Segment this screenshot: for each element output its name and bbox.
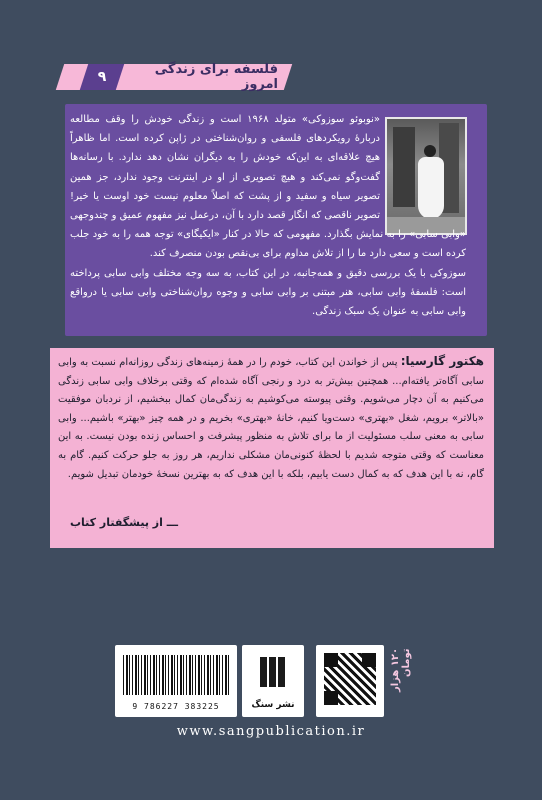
- publisher-website: www.sangpublication.ir: [176, 724, 366, 739]
- bio-paragraph-2: سوزوکی با یک بررسی دقیق و همه‌جانبه، در این کتاب، به سه وجه مختلف وابی سابی پرداخته است: فلسفهٔ وابی سابی، هنر مبتنی بر وابی سابی و وجوه روان‌شناختی وابی سابی یا درواقع وابی سابی به عنوان یک سبک زندگی.: [70, 267, 466, 318]
- quote-attribution: ـــ از پیشگفتار کتاب: [70, 516, 179, 529]
- qr-code: [316, 645, 384, 717]
- bio-paragraph-1: «نوبوئو سوزوکی» متولد ۱۹۶۸ است و زندگی خودش را وقف مطالعه دربارهٔ رویکردهای فلسفی و روان‌شناختی در ژاپن کرده است. اما ظاهراً هیچ علاقه‌ای به این‌که خودش را به دیگران نشان دهد ندارد. با رسانه‌ها گفت‌وگو نمی‌کند و هیچ تصویری از او در اینترنت وجود ندارد، جز همین تصویر سیاه و سفید و از پشت که اصلاً معلوم نیست خود اوست یا خیر! تصویر ناقصی که انگار قصد دارد با آن، درعمل نیز مفهوم عمیق و چندوجهی «وابی سابی» را به نمایش بگذارد. مفهومی که حالا در کنار «ایکیگای» توجه همه را به خود جلب کرده است و سعی دارد ما را از تلاش مداوم برای بی‌نقص بودن منصرف کند.: [70, 114, 466, 260]
- price-label: ۱۲۰ هزار تومان: [390, 648, 412, 693]
- qr-code-icon: [324, 653, 376, 705]
- publisher-logo-icon: [260, 657, 286, 687]
- series-number: ۹: [97, 69, 107, 85]
- publisher-logo: [242, 645, 304, 717]
- publisher-name: نشر سنگ: [251, 700, 295, 710]
- quote-text: پس از خواندن این کتاب، خودم را در همهٔ زمینه‌های زندگی روزانه‌ام نسبت به وابی سابی آگاه‌تر یافته‌ام... همچنین بیش‌تر به درد و رنجی آگاه شده‌ام که وقتی برخلاف وابی سابی زندگی می‌کنیم به آن دچار می‌شویم. وقتی پیوسته می‌کوشیم به زندگی‌مان کمال ببخشیم، از نردبان موفقیت «بالاتر» برویم، شغل «بهتری» دست‌ویا کنیم، خانهٔ «بهتری» بخریم و در همه چیز «بهتر» باشیم... وابی سابی به معنی سلب مسئولیت از ما برای تلاش به منظور پیشرفت و احساس زنده بودن نیست. به این معناست که وقتی متوجه شدیم با لحظهٔ کنونی‌مان مشکلی نداریم، هر روز به جلو حرکت کنیم. گام به گام، نه با این هدف که به کمال دست یابیم، بلکه با این هدف که به بهترین نسخهٔ خودمان تبدیل شویم.: [58, 357, 484, 480]
- series-title: فلسفه برای زندگی امروز: [154, 62, 278, 92]
- author-bio: [70, 110, 466, 321]
- quote-speaker: هکتور گارسیا:: [400, 354, 485, 368]
- barcode-bars: [123, 655, 229, 695]
- barcode-digits: 9 786227 383225: [132, 702, 220, 711]
- blurb-quote: [58, 352, 484, 484]
- isbn-barcode: [115, 645, 237, 717]
